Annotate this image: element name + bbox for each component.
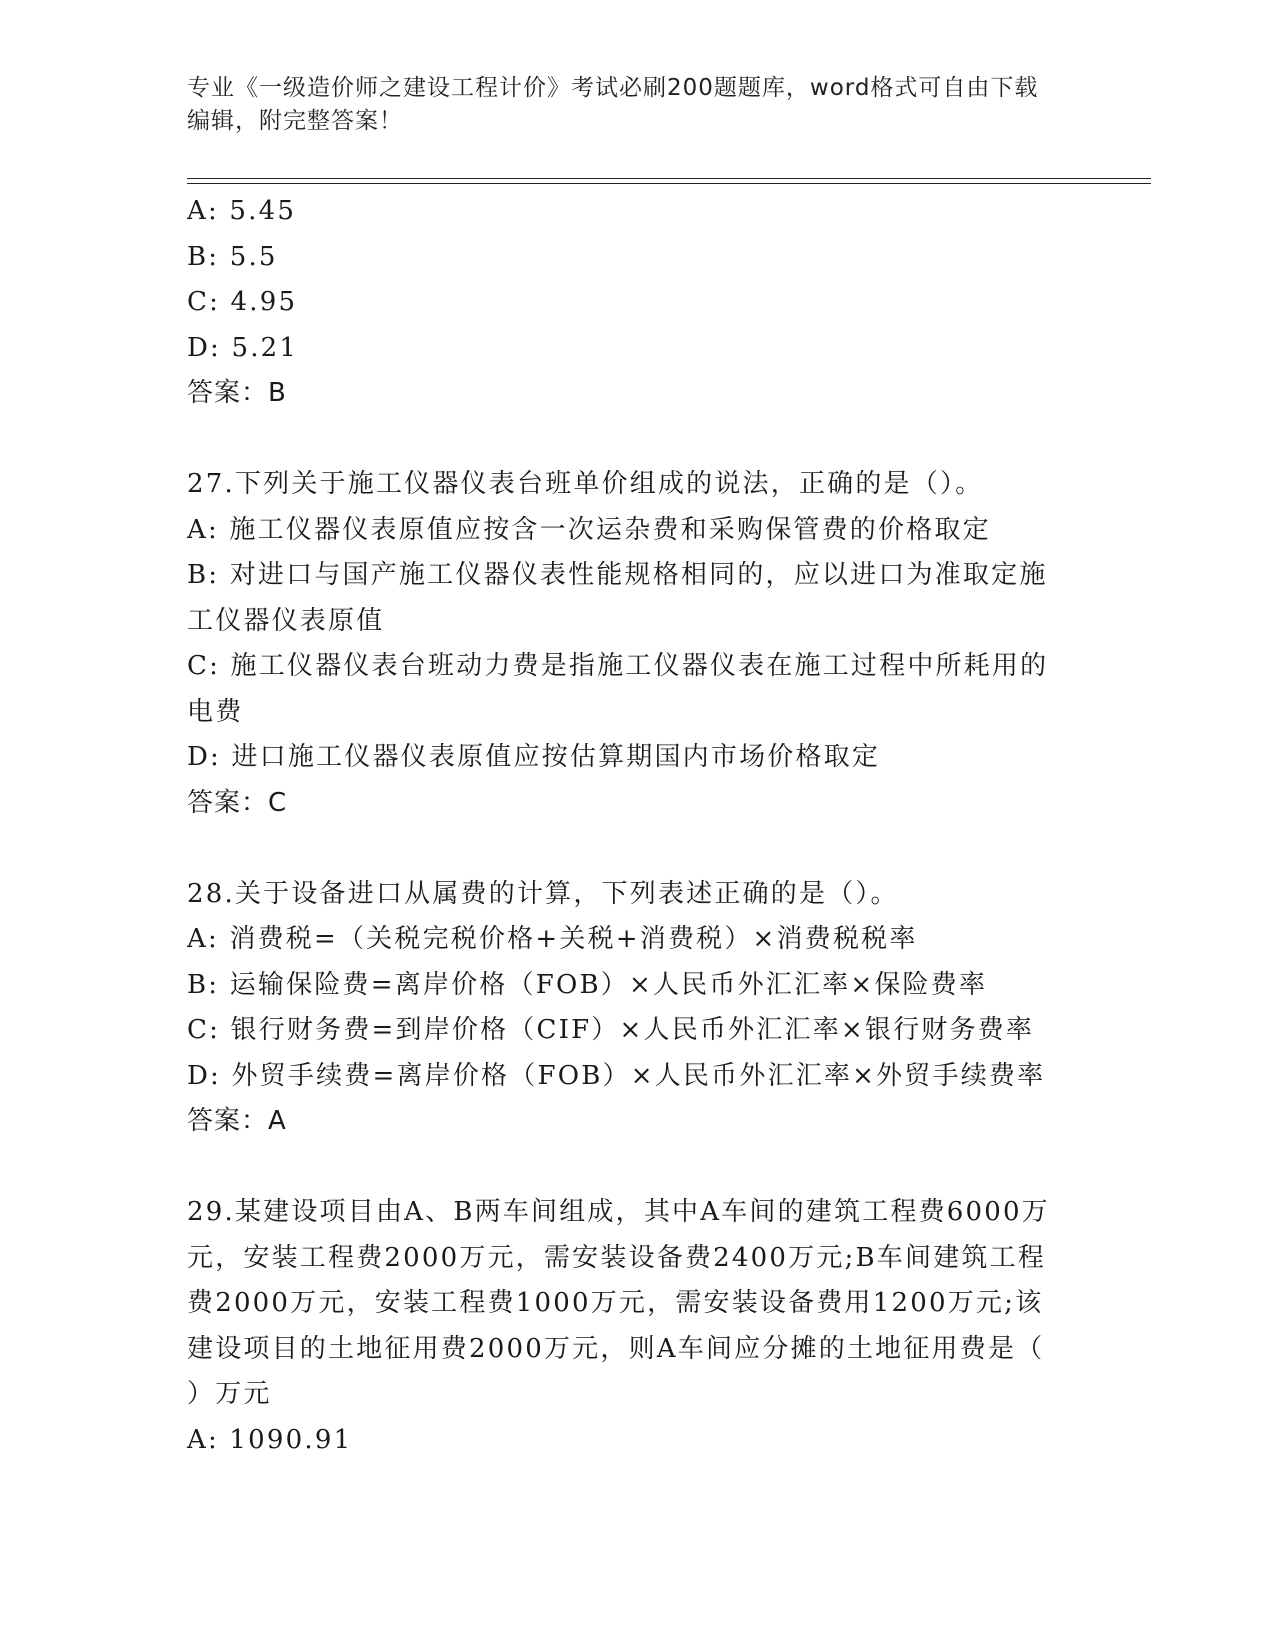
q28-answer: 答案：A (187, 1106, 287, 1136)
q29-stem-line-3: 费2000万元，安装工程费1000万元，需安装设备费用1200万元;该 (187, 1288, 1044, 1318)
q28-option-d: D: 外贸手续费=离岸价格（FOB）×人民币外汇汇率×外贸手续费率 (187, 1060, 1046, 1091)
q28-option-c: C: 银行财务费=到岸价格（CIF）×人民币外汇汇率×银行财务费率 (187, 1015, 1035, 1045)
q27-option-c-line-1: C: 施工仪器仪表台班动力费是指施工仪器仪表在施工过程中所耗用的 (187, 651, 1049, 681)
q27-option-b-line-2: 工仪器仪表原值 (187, 605, 385, 636)
q26-option-b: B: 5.5 (187, 241, 278, 272)
spacer (187, 417, 1087, 463)
header-divider-top (187, 178, 1151, 179)
q27-stem: 27.下列关于施工仪器仪表台班单价组成的说法，正确的是（）。 (187, 469, 984, 499)
q26-option-a: A: 5.45 (187, 196, 297, 226)
q28-option-a: A: 消费税=（关税完税价格+关税+消费税）×消费税税率 (187, 924, 918, 954)
q29-option-a: A: 1090.91 (187, 1424, 353, 1455)
header-line-1: 专业《一级造价师之建设工程计价》考试必刷200题题库，word格式可自由下载 (187, 75, 1039, 101)
q29-stem-line-1: 29.某建设项目由A、B两车间组成，其中A车间的建筑工程费6000万 (187, 1197, 1050, 1227)
q27-option-d: D: 进口施工仪器仪表原值应按估算期国内市场价格取定 (187, 742, 881, 772)
q26-option-d: D: 5.21 (187, 332, 299, 363)
q27-option-b-line-1: B: 对进口与国产施工仪器仪表性能规格相同的，应以进口为准取定施 (187, 560, 1048, 590)
q26-option-c: C: 4.95 (187, 287, 298, 317)
header-divider-bottom (187, 183, 1151, 184)
q29-stem-line-4: 建设项目的土地征用费2000万元，则A车间应分摊的土地征用费是（ (187, 1333, 1045, 1364)
q27-option-c-line-2: 电费 (187, 696, 244, 727)
q29-stem-line-2: 元，安装工程费2000万元，需安装设备费2400万元;B车间建筑工程 (187, 1242, 1047, 1273)
question-content (187, 189, 1087, 1463)
q27-option-a: A: 施工仪器仪表原值应按含一次运杂费和采购保管费的价格取定 (187, 514, 991, 545)
document-header (187, 72, 1067, 138)
q28-option-b: B: 运输保险费=离岸价格（FOB）×人民币外汇汇率×保险费率 (187, 969, 988, 1000)
q26-answer: 答案：B (187, 378, 287, 408)
spacer (187, 1145, 1087, 1191)
q27-answer: 答案：C (187, 787, 288, 818)
q29-stem-line-5: ）万元 (187, 1379, 272, 1409)
spacer (187, 826, 1087, 872)
header-line-2: 编辑，附完整答案！ (187, 108, 403, 134)
q28-stem: 28.关于设备进口从属费的计算，下列表述正确的是（）。 (187, 878, 899, 909)
